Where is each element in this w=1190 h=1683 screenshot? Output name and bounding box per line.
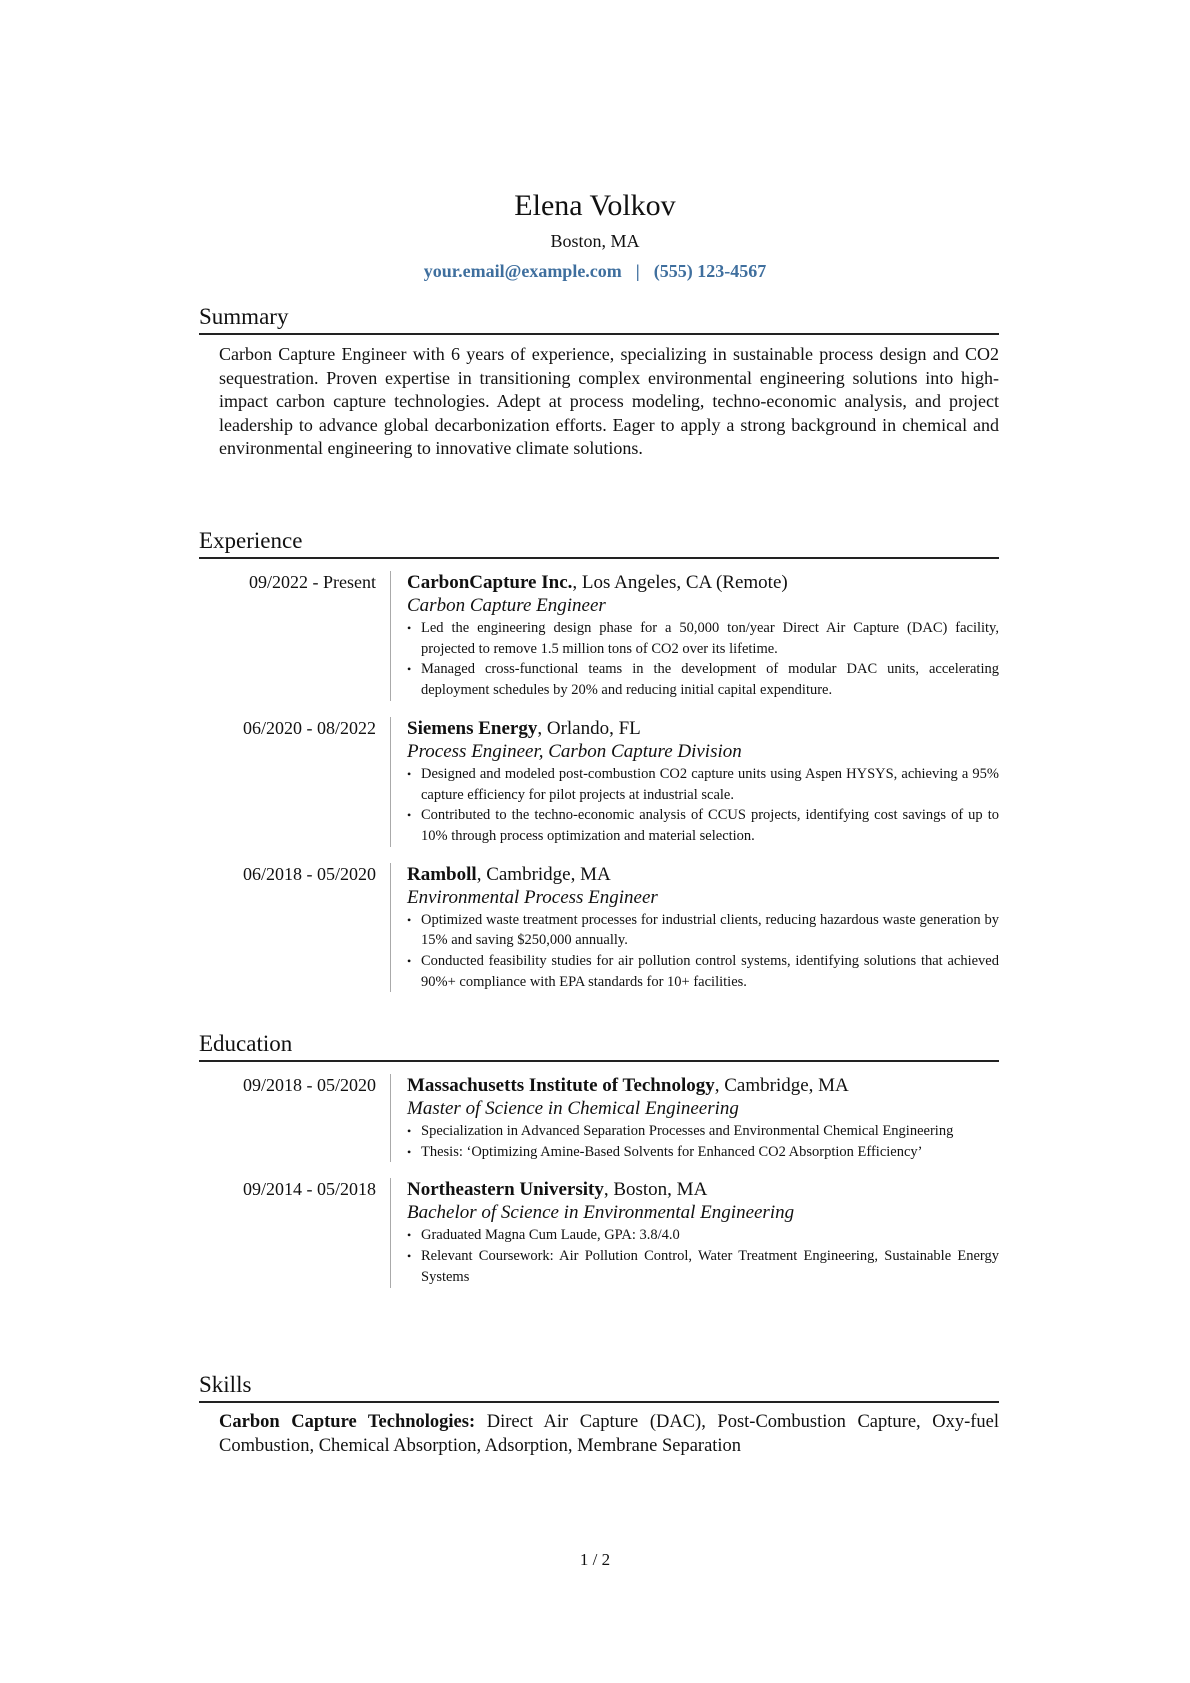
section-title-education: Education bbox=[199, 1031, 293, 1056]
section-divider bbox=[199, 1060, 999, 1062]
skill-values: Direct Air Capture (DAC), Post-Combustion Capture, Oxy-fuel Combustion, Chemical Absorption, Adsorption, Membrane Separation bbox=[219, 1412, 1000, 1456]
section-title-skills: Skills bbox=[199, 1372, 252, 1397]
entry-body bbox=[390, 1074, 999, 1162]
list-item: • Thesis: ‘Optimizing Amine-Based Solvents for Enhanced CO2 Absorption Efficiency’ bbox=[407, 1142, 977, 1163]
list-item: • Managed cross-functional teams in the development of modular DAC units, accelerating deployment schedules by 20% and reducing initial capital expenditure. bbox=[407, 659, 999, 700]
skill-line bbox=[219, 1411, 999, 1458]
entry-body bbox=[390, 1178, 999, 1287]
entry-location: , Los Angeles, CA (Remote) bbox=[572, 572, 788, 593]
entry-org-line bbox=[407, 863, 999, 886]
entry-location: , Boston, MA bbox=[603, 1179, 708, 1201]
entry-bullets bbox=[407, 764, 999, 847]
list-item: • Led the engineering design phase for a 50,000 ton/year Direct Air Capture (DAC) facility, projected to remove 1.5 million tons of CO2 over its lifetime. bbox=[407, 618, 999, 659]
list-item: • Specialization in Advanced Separation Processes and Environmental Chemical Engineering bbox=[407, 1121, 977, 1142]
candidate-name: Elena Volkov bbox=[514, 189, 676, 222]
section-divider bbox=[199, 557, 999, 559]
entry-org-line bbox=[407, 571, 999, 594]
entry-bullets bbox=[407, 1225, 999, 1287]
entry-bullets bbox=[407, 1121, 977, 1162]
resume-header bbox=[0, 188, 1190, 282]
entry-bullets bbox=[407, 910, 999, 993]
list-item: • Relevant Coursework: Air Pollution Control, Water Treatment Engineering, Sustainable Energy Systems bbox=[407, 1246, 999, 1287]
entry-role: Carbon Capture Engineer bbox=[407, 595, 606, 616]
entry-org: Ramboll bbox=[407, 863, 477, 885]
entry-org-line bbox=[407, 1074, 977, 1097]
experience-entry bbox=[199, 571, 999, 701]
list-item: • Optimized waste treatment processes for industrial clients, reducing hazardous waste generation by 15% and saving $250,000 annually. bbox=[407, 910, 999, 951]
entry-location: , Cambridge, MA bbox=[476, 863, 611, 885]
entry-date: 06/2020 - 08/2022 bbox=[243, 717, 376, 738]
contact-separator: | bbox=[635, 261, 640, 281]
entry-body bbox=[390, 717, 999, 847]
list-item: • Contributed to the techno-economic analysis of CCUS projects, identifying cost savings of up to 10% through process optimization and material selection. bbox=[407, 805, 999, 846]
entry-date: 09/2022 - Present bbox=[249, 572, 376, 592]
skill-category: Carbon Capture Technologies: bbox=[219, 1412, 476, 1432]
entry-body bbox=[390, 863, 999, 993]
entry-org: Northeastern University bbox=[407, 1179, 604, 1201]
summary-section bbox=[199, 303, 999, 461]
entry-org-line bbox=[407, 1178, 999, 1201]
email-link[interactable]: your.email@example.com bbox=[423, 261, 622, 281]
section-divider bbox=[199, 1401, 999, 1403]
page-number: 1 / 2 bbox=[579, 1550, 611, 1569]
entry-role: Environmental Process Engineer bbox=[407, 886, 658, 908]
education-entry bbox=[199, 1074, 999, 1162]
skills-section bbox=[199, 1371, 999, 1458]
list-item: • Designed and modeled post-combustion CO2 capture units using Aspen HYSYS, achieving a 95% capture efficiency for pilot projects at industrial scale. bbox=[407, 764, 999, 805]
experience-section bbox=[199, 527, 999, 992]
entry-role: Process Engineer, Carbon Capture Division bbox=[407, 740, 742, 762]
summary-text: Carbon Capture Engineer with 6 years of experience, specializing in sustainable process design and CO2 sequestration. Proven expertise in transitioning complex environmental engineering solutions into high-impact carbon capture technologies. Adept at process modeling, techno-economic analysis, and project leadership to advance global decarbonization efforts. Eager to apply a strong background in chemical and environmental engineering to innovative climate solutions. bbox=[219, 344, 999, 458]
entry-org-line bbox=[407, 717, 999, 740]
entry-role: Bachelor of Science in Environmental Engineering bbox=[407, 1202, 795, 1224]
entry-org: Massachusetts Institute of Technology bbox=[407, 1075, 715, 1096]
entry-org: Siemens Energy bbox=[407, 717, 538, 739]
section-title-experience: Experience bbox=[199, 528, 303, 553]
entry-date: 09/2018 - 05/2020 bbox=[243, 1075, 376, 1095]
entry-date: 09/2014 - 05/2018 bbox=[243, 1179, 376, 1200]
entry-location: , Cambridge, MA bbox=[714, 1075, 849, 1096]
list-item: • Graduated Magna Cum Laude, GPA: 3.8/4.0 bbox=[407, 1225, 999, 1246]
entry-bullets bbox=[407, 618, 999, 701]
contact-line bbox=[0, 260, 1190, 282]
entry-org: CarbonCapture Inc. bbox=[407, 572, 573, 593]
education-section bbox=[199, 1030, 999, 1288]
entry-role: Master of Science in Chemical Engineering bbox=[407, 1098, 739, 1119]
experience-entry bbox=[199, 717, 999, 847]
entry-location: , Orlando, FL bbox=[537, 717, 641, 739]
list-item: • Conducted feasibility studies for air pollution control systems, identifying solutions that achieved 90%+ compliance with EPA standards for 10+ facilities. bbox=[407, 951, 999, 992]
experience-entry bbox=[199, 863, 999, 993]
section-divider bbox=[199, 333, 999, 335]
phone-link[interactable]: (555) 123-4567 bbox=[653, 261, 767, 281]
candidate-location: Boston, MA bbox=[550, 231, 640, 251]
entry-date: 06/2018 - 05/2020 bbox=[243, 863, 376, 884]
entry-body bbox=[390, 571, 999, 701]
education-entry bbox=[199, 1178, 999, 1287]
section-title-summary: Summary bbox=[199, 304, 289, 329]
